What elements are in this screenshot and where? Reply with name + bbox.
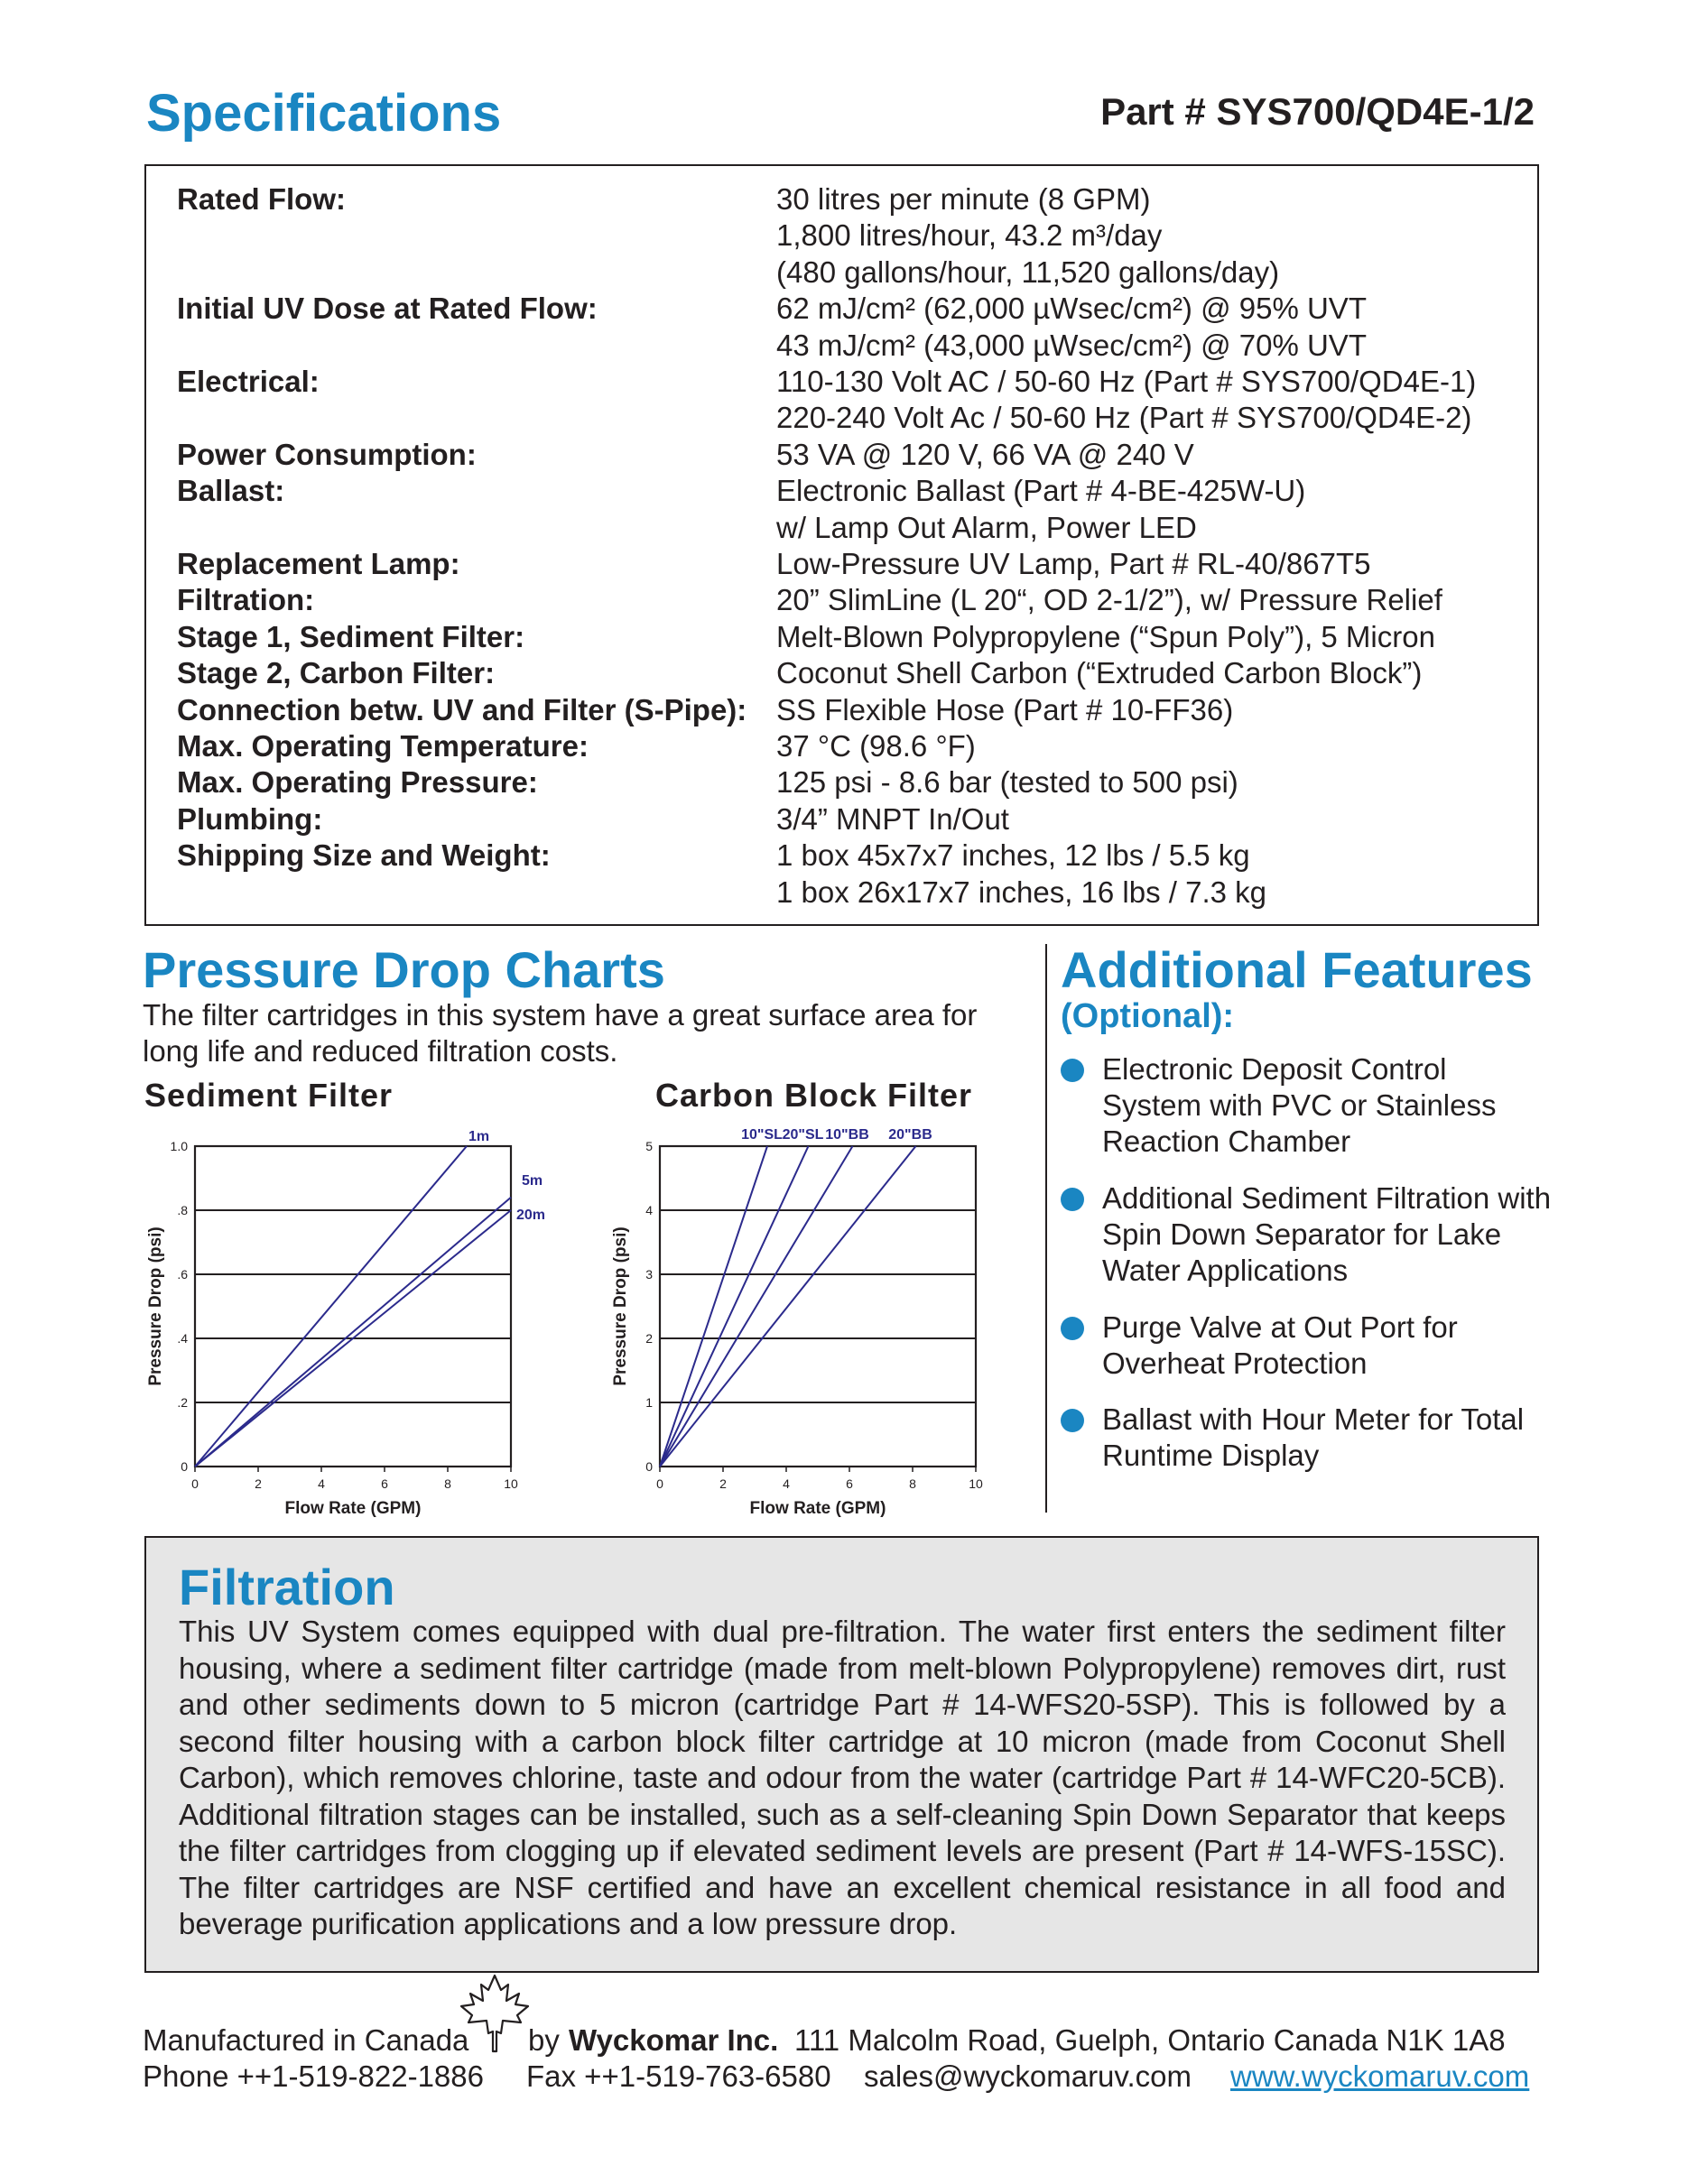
x-tick-label: 6	[381, 1476, 388, 1491]
y-tick-label: 1	[645, 1395, 653, 1410]
spec-value: 1 box 45x7x7 inches, 12 lbs / 5.5 kg	[776, 838, 1250, 873]
bullet-icon	[1061, 1059, 1084, 1082]
spec-label: Replacement Lamp:	[177, 547, 460, 580]
series-label: 10"BB	[825, 1127, 869, 1143]
x-tick-label: 10	[969, 1476, 983, 1491]
footer-company: Wyckomar Inc.	[569, 2023, 779, 2057]
spec-value: Melt-Blown Polypropylene (“Spun Poly”), 5 Micron	[776, 619, 1435, 653]
series-label: 5m	[522, 1172, 543, 1189]
spec-value: 1,800 litres/hour, 43.2 m³/day	[776, 218, 1163, 253]
spec-label: Shipping Size and Weight:	[177, 838, 551, 873]
page-title: Specifications	[146, 84, 502, 143]
y-tick-label: 4	[645, 1203, 653, 1217]
sediment-filter-chart	[135, 1117, 546, 1523]
series-line	[195, 1198, 511, 1467]
series-label: 1m	[468, 1129, 490, 1144]
x-tick-label: 4	[783, 1476, 790, 1491]
spec-label: Stage 1, Sediment Filter:	[177, 619, 525, 653]
spec-value: 220-240 Volt Ac / 50-60 Hz (Part # SYS700/QD4E-2)	[776, 401, 1472, 435]
x-tick-label: 8	[444, 1476, 451, 1491]
series-label: 20m	[516, 1208, 546, 1223]
spec-label: Filtration:	[177, 583, 315, 617]
spec-value: 3/4” MNPT In/Out	[776, 801, 1009, 836]
spec-label: Max. Operating Temperature:	[177, 729, 589, 763]
y-tick-label: .2	[177, 1395, 188, 1410]
spec-value: 125 psi - 8.6 bar (tested to 500 psi)	[776, 765, 1238, 800]
spec-value: 53 VA @ 120 V, 66 VA @ 240 V	[776, 437, 1194, 471]
footer-email[interactable]: sales@wyckomaruv.com	[864, 2059, 1192, 2093]
additional-features-title: Additional Features	[1061, 941, 1533, 998]
series-line	[660, 1146, 767, 1467]
footer-phone: Phone ++1-519-822-1886	[143, 2059, 484, 2093]
x-tick-label: 0	[191, 1476, 199, 1491]
filtration-text: This UV System comes equipped with dual pre-filtration. The water first enters the sediment filter housing, where a sediment filter cartridge (made from melt-blown Polypropylene) removes dirt, rust and other sediments down to 5 micron (cartridge Part # 14-WFS20-5SP). This is followed by a second filter housing with a carbon block filter cartridge at 10 micron (made from Coconut Shell Carbon), which removes chlorine, taste and odour from the water (cartridge Part # 14-WFC20-5CB). Additional filtration stages can be installed, such as a self-cleaning Spin Down Separator that keeps the filter cartridges from clogging up if elevated sediment levels are present (Part # 14-WFS-15SC). The filter cartridges are NSF certified and have an excellent chemical resistance in all food and beverage purification applications and a low pressure drop.	[179, 1615, 1506, 1940]
x-tick-label: 0	[656, 1476, 663, 1491]
spec-value: 1 box 26x17x7 inches, 16 lbs / 7.3 kg	[776, 875, 1267, 909]
y-tick-label: 5	[645, 1139, 653, 1153]
footer-address: 111 Malcolm Road, Guelph, Ontario Canada N1K 1A8	[794, 2023, 1506, 2057]
spec-label: Power Consumption:	[177, 437, 477, 471]
chart-title-carbon: Carbon Block Filter	[655, 1077, 973, 1114]
column-divider	[1045, 944, 1047, 1513]
specifications-box	[144, 164, 1539, 926]
x-axis-label: Flow Rate (GPM)	[749, 1499, 886, 1518]
y-tick-label: 3	[645, 1267, 653, 1282]
footer-fax: Fax ++1-519-763-6580	[526, 2059, 831, 2093]
filtration-title: Filtration	[179, 1559, 395, 1615]
plot-frame	[660, 1146, 976, 1467]
pressure-drop-description: The filter cartridges in this system have a great surface area for long life and reduced filtration costs.	[143, 998, 978, 1068]
feature-text: Electronic Deposit Control System with PVC or Stainless Reaction Chamber	[1102, 1052, 1497, 1158]
plot-frame	[195, 1146, 511, 1467]
y-tick-label: .8	[177, 1203, 188, 1217]
spec-label: Connection betw. UV and Filter (S-Pipe):	[177, 692, 747, 726]
series-line	[195, 1146, 467, 1467]
series-label: 10"SL	[741, 1127, 783, 1143]
spec-value: 43 mJ/cm² (43,000 µWsec/cm²) @ 70% UVT	[776, 328, 1367, 362]
series-label: 20"BB	[888, 1127, 932, 1143]
carbon-block-filter-chart	[600, 1117, 997, 1523]
footer-made-in: Manufactured in Canada	[143, 2023, 469, 2057]
x-tick-label: 4	[318, 1476, 325, 1491]
spec-value: w/ Lamp Out Alarm, Power LED	[776, 510, 1197, 544]
additional-features-subtitle: (Optional):	[1061, 997, 1235, 1035]
feature-text: Additional Sediment Filtration with Spin Down Separator for Lake Water Applications	[1102, 1181, 1552, 1287]
y-tick-label: 2	[645, 1331, 653, 1346]
spec-value: 62 mJ/cm² (62,000 µWsec/cm²) @ 95% UVT	[776, 292, 1367, 326]
spec-value: (480 gallons/hour, 11,520 gallons/day)	[776, 254, 1280, 289]
y-axis-label: Pressure Drop (psi)	[611, 1226, 630, 1386]
spec-value: 20” SlimLine (L 20“, OD 2-1/2”), w/ Pressure Relief	[776, 583, 1442, 617]
spec-value: 110-130 Volt AC / 50-60 Hz (Part # SYS700/QD4E-1)	[776, 365, 1477, 398]
series-label: 20"SL	[782, 1127, 824, 1143]
y-tick-label: .6	[177, 1267, 188, 1282]
x-tick-label: 8	[909, 1476, 916, 1491]
spec-value: 37 °C (98.6 °F)	[776, 729, 976, 763]
spec-value: Electronic Ballast (Part # 4-BE-425W-U)	[776, 474, 1306, 508]
spec-label: Initial UV Dose at Rated Flow:	[177, 292, 598, 326]
chart-title-sediment: Sediment Filter	[144, 1077, 394, 1114]
x-axis-label: Flow Rate (GPM)	[284, 1499, 422, 1518]
spec-value: SS Flexible Hose (Part # 10-FF36)	[776, 692, 1234, 726]
spec-label: Max. Operating Pressure:	[177, 765, 538, 800]
y-tick-label: .4	[177, 1331, 188, 1346]
x-tick-label: 2	[255, 1476, 262, 1491]
bullet-icon	[1061, 1317, 1084, 1340]
bullet-icon	[1061, 1188, 1084, 1211]
y-tick-label: 1.0	[170, 1139, 188, 1153]
spec-value: 30 litres per minute (8 GPM)	[776, 182, 1151, 216]
pressure-drop-title: Pressure Drop Charts	[143, 941, 665, 998]
footer-by: by	[528, 2023, 560, 2057]
spec-label: Ballast:	[177, 474, 285, 508]
y-axis-label: Pressure Drop (psi)	[146, 1226, 165, 1386]
series-line	[660, 1146, 853, 1467]
x-tick-label: 2	[719, 1476, 727, 1491]
bullet-icon	[1061, 1409, 1084, 1432]
series-line	[660, 1146, 809, 1467]
website-link[interactable]: www.wyckomaruv.com	[1230, 2059, 1530, 2093]
spec-label: Rated Flow:	[177, 182, 346, 216]
x-tick-label: 10	[504, 1476, 518, 1491]
filtration-box	[144, 1536, 1539, 1973]
part-number: Part # SYS700/QD4E-1/2	[1100, 90, 1535, 133]
series-line	[660, 1146, 916, 1467]
spec-label: Electrical:	[177, 365, 320, 398]
spec-value: Coconut Shell Carbon (“Extruded Carbon Block”)	[776, 656, 1423, 690]
x-tick-label: 6	[846, 1476, 853, 1491]
feature-text: Purge Valve at Out Port for Overheat Protection	[1102, 1310, 1458, 1380]
spec-label: Plumbing:	[177, 801, 323, 836]
feature-text: Ballast with Hour Meter for Total Runtime Display	[1102, 1402, 1525, 1472]
y-tick-label: 0	[645, 1459, 653, 1474]
spec-label: Stage 2, Carbon Filter:	[177, 656, 496, 690]
spec-value: Low-Pressure UV Lamp, Part # RL-40/867T5	[776, 547, 1371, 580]
y-tick-label: 0	[181, 1459, 188, 1474]
